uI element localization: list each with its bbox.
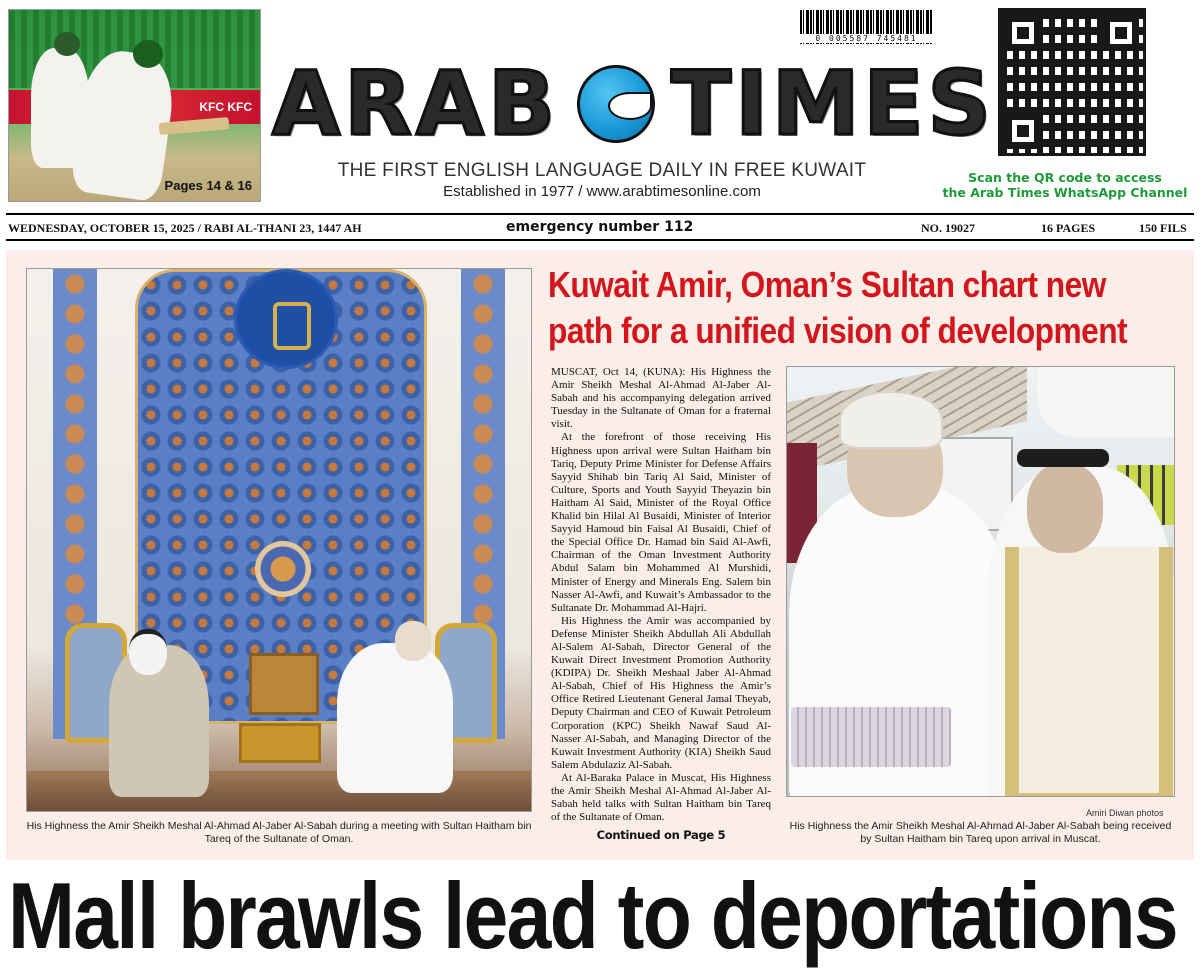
arab-times-logo[interactable]	[272, 52, 995, 155]
continued-link[interactable]: Continued on Page 5	[596, 828, 726, 842]
sultan-figure	[337, 643, 453, 793]
date-bar	[6, 213, 1194, 241]
story-paragraph: His Highness the Amir was accompanied by Defense Minister Sheikh Abdullah Ali Abdullah Al-Salem Al-Sabah, Director General of the Kuwait Direct Investment Promotion Authority (KDIPA) Dr. Sheikh Meshaal Jaber Al-Ahmad Al-Sabah, Chief of His Highness the Amir’s Office Retired Lieutenant General Jamal Theyab, Deputy Chairman and CEO of Kuwait Petroleum Corporation (KPC) Sheikh Nawaf Saud Al-Nasser Al-Sabah, and Managing Director of the Kuwait Investment Authority (KIA) Sheikh Saud Salem Abdulaziz Al-Sabah.	[551, 614, 771, 771]
cricket-teaser-photo[interactable]	[8, 9, 261, 202]
logo-word-arab: ARAB	[272, 52, 560, 155]
sultan-turban	[839, 391, 943, 449]
airport-arrival-photo[interactable]	[786, 366, 1175, 797]
qr-finder-bottom-left	[1005, 113, 1041, 149]
logo-word-times: TIMES	[671, 52, 995, 155]
lead-headline-line2: path for a unified vision of development	[548, 310, 1128, 351]
amir-head	[129, 629, 167, 675]
story-paragraph: MUSCAT, Oct 14, (KUNA): His Highness the Amir Sheikh Meshal Al-Ahmad Al-Jaber Al-Sabah and his accompanying delegation arrived Tuesday in the Sultanate of Oman for a fraternal visit.	[551, 366, 771, 431]
adboard-text: KFC KFC	[199, 100, 252, 114]
photo-caption-right: His Highness the Amir Sheikh Meshal Al-Ahmad Al-Jaber Al-Sabah being received by Sultan Haitham bin Tareq upon arrival in Muscat.	[789, 820, 1172, 845]
price: 150 FILS	[1139, 221, 1187, 235]
mosaic-medallion	[255, 541, 311, 597]
falcon-icon	[577, 65, 655, 143]
lead-headline-line1: Kuwait Amir, Oman’s Sultan chart new	[548, 264, 1106, 305]
qr-finder-top-right	[1103, 15, 1139, 51]
story-paragraph: At the forefront of those receiving His Highness upon arrival were Sultan Haitham bin Tariq, Deputy Prime Minister for Defense Affairs Sayyid Shihab bin Tariq Al Said, Minister of Culture, Sports and Youth Sayyid Theyazin bin Haitham Al Said, Minister of the Royal Office Khalid bin Hilal Al Busaidi, Minister of Interior Sayyid Hamoud bin Faisal Al Busaidi, Chief of the Special Office Dr. Hamad bin Said Al-Awfi, Chairman of the Oman Investment Authority Abdul Salam bin Mohammed Al Murshidi, Minister of Energy and Minerals Eng. Salem bin Nasser Al-Awfi, and Kuwait’s Ambassador to the Sultanate Dr. Mohammad Al-Hajri.	[551, 431, 771, 614]
qr-caption	[940, 170, 1190, 200]
palace-floor	[27, 771, 531, 811]
issue-date: WEDNESDAY, OCTOBER 15, 2025 / RABI AL-THANI 23, 1447 AH	[8, 221, 362, 235]
lead-headline[interactable]	[548, 262, 1128, 354]
teaser-pages-label[interactable]: Pages 14 & 16	[164, 178, 252, 193]
page-count: 16 PAGES	[1041, 221, 1096, 235]
second-headline[interactable]: Mall brawls lead to deportations	[8, 863, 1177, 968]
story-paragraph: At Al-Baraka Palace in Muscat, His Highness the Amir Sheikh Meshal Al-Ahmad Al-Jaber Al-Sabah held talks with Sultan Haitham bin Tareq of the Sultanate of Oman.	[551, 771, 771, 824]
gold-side-table	[239, 723, 321, 763]
aircraft	[1037, 367, 1175, 437]
gold-cabinet	[249, 653, 319, 715]
oman-emblem-icon	[234, 269, 338, 369]
amir-head	[1027, 463, 1103, 553]
issue-number: NO. 19027	[921, 221, 975, 235]
qr-code-icon[interactable]	[998, 8, 1146, 156]
sultan-sash	[791, 707, 951, 767]
batsman-helmet	[133, 40, 163, 68]
qr-caption-line1: Scan the QR code to access	[968, 170, 1162, 185]
tagline: THE FIRST ENGLISH LANGUAGE DAILY IN FREE KUWAIT	[337, 160, 867, 181]
emergency-number: emergency number 112	[506, 219, 694, 235]
amir-agal	[1017, 449, 1109, 467]
palace-meeting-photo[interactable]	[26, 268, 532, 812]
qr-finder-top-left	[1005, 15, 1041, 51]
qr-caption-line2: the Arab Times WhatsApp Channel	[942, 185, 1188, 200]
barcode-number: 0 005587 745481	[800, 34, 933, 43]
fielder-cap	[54, 32, 80, 56]
photo-caption-left: His Highness the Amir Sheikh Meshal Al-Ahmad Al-Jaber Al-Sabah during a meeting with Sultan Haitham bin Tareq of the Sultanate of Oman.	[26, 820, 532, 845]
amir-bisht	[1005, 547, 1173, 797]
photo-credit: Amiri Diwan photos	[1086, 808, 1164, 818]
lead-story-body	[551, 366, 771, 824]
sultan-head	[395, 621, 431, 661]
established-line: Established in 1977 / www.arabtimesonline.com	[443, 183, 761, 200]
